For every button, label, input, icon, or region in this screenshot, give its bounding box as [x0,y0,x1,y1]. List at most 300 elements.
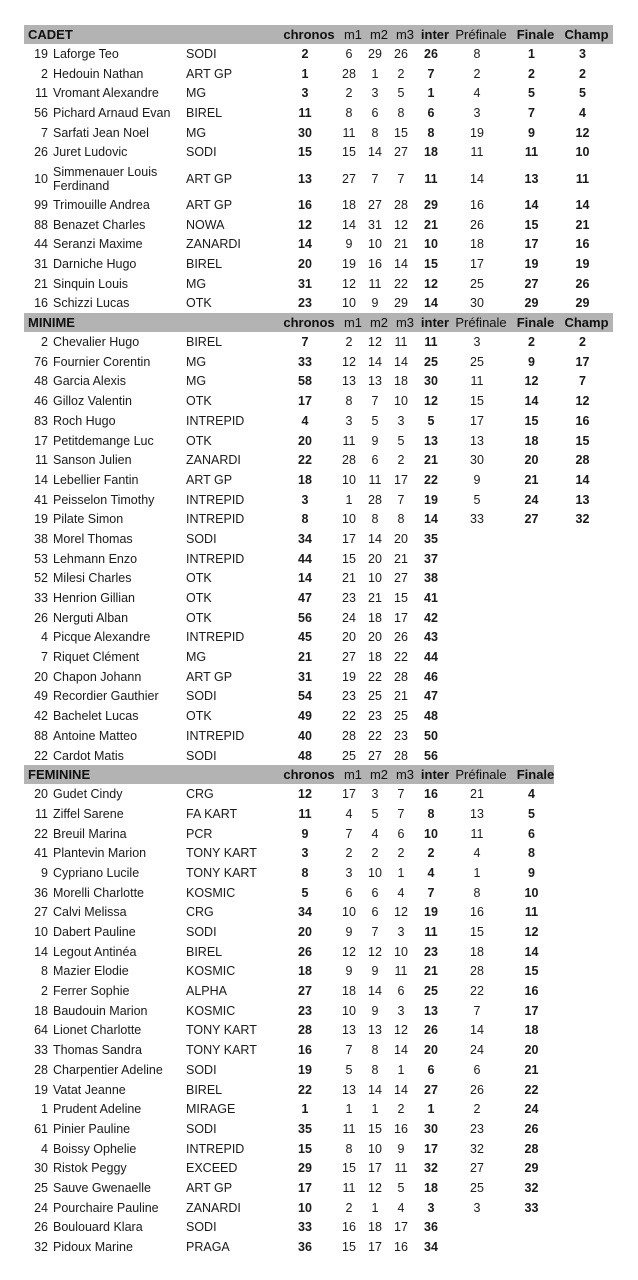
inter-cell: 2 [427,846,435,861]
inter-cell: 26 [424,1023,438,1038]
driver-name-cell: Morel Thomas [53,531,133,546]
prefinale-cell: 13 [470,433,484,448]
table-row [24,1178,613,1198]
finale-cell: 32 [524,1180,539,1195]
inter-cell: 47 [424,689,438,704]
driver-name-cell: Plantevin Marion [53,846,147,861]
m1-cell: 18 [342,984,356,999]
inter-cell: 18 [424,145,438,160]
finale-cell: 20 [524,1043,539,1058]
m3-cell: 2 [397,66,405,81]
inter-cell: 11 [424,171,438,186]
chronos-cell: 11 [298,105,312,120]
champ-cell: 28 [575,453,590,468]
m1-cell: 13 [342,1023,356,1038]
finale-cell: 15 [524,964,539,979]
m2-cell: 6 [371,885,379,900]
chronos-cell: 22 [298,1082,312,1097]
m2-cell: 12 [368,335,382,350]
kart-number-cell: 11 [35,806,48,821]
kart-number-cell: 27 [34,905,48,920]
m3-cell: 27 [394,145,408,160]
driver-name-cell: Hedouin Nathan [53,66,144,81]
m2-cell: 31 [368,217,382,232]
team-cell: INTREPID [186,512,245,527]
team-cell: OTK [186,571,212,586]
team-cell: ZANARDI [186,237,241,252]
m1-cell: 9 [345,925,353,940]
prefinale-cell: 23 [470,1121,484,1136]
team-cell: KOSMIC [186,1003,236,1018]
m2-cell: 12 [368,944,382,959]
table-row [24,942,613,962]
m1-cell: 12 [342,276,356,291]
m2-cell: 27 [368,197,382,212]
team-cell: INTREPID [186,492,245,507]
team-cell: TONY KART [186,846,257,861]
finale-cell: 20 [524,453,539,468]
kart-number-cell: 2 [41,335,48,350]
finale-cell: 27 [524,276,539,291]
chronos-cell: 14 [298,237,312,252]
driver-name-cell: Pilate Simon [53,512,124,527]
m1-cell: 8 [345,1141,353,1156]
column-header-chronos: chronos [283,767,335,783]
m1-cell: 8 [345,105,353,120]
m3-cell: 11 [394,335,408,350]
kart-number-cell: 18 [34,1003,48,1018]
driver-name-cell: Darniche Hugo [53,257,137,272]
m2-cell: 10 [368,865,382,880]
m3-cell: 6 [397,984,405,999]
prefinale-cell: 32 [470,1141,484,1156]
m1-cell: 23 [342,591,356,606]
champ-cell: 3 [579,46,586,61]
m3-cell: 21 [394,551,408,566]
driver-name-cell: Peisselon Timothy [53,492,155,507]
team-cell: ART GP [186,171,233,186]
m2-cell: 3 [371,86,379,101]
m3-cell: 14 [394,1082,408,1097]
m1-cell: 3 [345,413,353,428]
champ-cell: 15 [575,433,590,448]
driver-name-cell: Nerguti Alban [53,610,129,625]
team-cell: SODI [186,1062,217,1077]
driver-name-cell: Pichard Arnaud Evan [53,105,171,120]
chronos-cell: 17 [298,1180,312,1195]
team-cell: ART GP [186,669,233,684]
m1-cell: 2 [345,1200,353,1215]
section-title: FEMININE [28,767,91,783]
kart-number-cell: 1 [41,1102,48,1117]
prefinale-cell: 3 [473,1200,481,1215]
m3-cell: 26 [394,46,408,61]
prefinale-cell: 21 [470,787,484,802]
prefinale-cell: 18 [470,237,484,252]
prefinale-cell: 27 [470,1161,484,1176]
prefinale-cell: 17 [470,257,484,272]
chronos-cell: 3 [301,492,309,507]
m1-cell: 28 [342,728,356,743]
column-header-chronos: chronos [283,27,335,42]
m3-cell: 8 [397,105,405,120]
prefinale-cell: 19 [470,125,484,140]
finale-cell: 28 [524,1141,539,1156]
kart-number-cell: 36 [34,885,48,900]
chronos-cell: 30 [298,125,312,140]
prefinale-cell: 15 [470,925,484,940]
driver-name-cell: Breuil Marina [53,826,127,841]
m3-cell: 28 [394,197,408,212]
chronos-cell: 45 [298,630,312,645]
driver-name-cell: Morelli Charlotte [53,885,145,900]
kart-number-cell: 20 [34,787,48,802]
inter-cell: 19 [424,492,438,507]
table-row [24,549,613,569]
inter-cell: 15 [424,257,438,272]
champ-cell: 7 [579,374,586,389]
chronos-cell: 29 [298,1161,312,1176]
team-cell: SODI [186,145,217,160]
m2-cell: 23 [368,709,382,724]
chronos-cell: 14 [298,571,312,586]
inter-cell: 3 [427,1200,435,1215]
kart-number-cell: 76 [34,354,48,369]
prefinale-cell: 18 [470,944,484,959]
table-row [24,254,613,274]
m1-cell: 28 [342,453,356,468]
m2-cell: 8 [371,1043,379,1058]
m3-cell: 21 [394,689,408,704]
m3-cell: 5 [397,433,405,448]
kart-number-cell: 30 [34,1161,48,1176]
finale-cell: 9 [528,865,535,880]
team-cell: ART GP [186,197,233,212]
table-row [24,863,613,883]
kart-number-cell: 4 [41,1141,48,1156]
team-cell: SODI [186,46,217,61]
kart-number-cell: 14 [34,472,48,487]
m1-cell: 7 [345,826,353,841]
inter-cell: 1 [427,86,435,101]
m3-cell: 16 [394,1240,408,1255]
m1-cell: 1 [345,492,353,507]
driver-name-cell: Lehmann Enzo [53,551,138,566]
kart-number-cell: 22 [34,826,48,841]
table-row [24,706,613,726]
m1-cell: 10 [342,1003,356,1018]
kart-number-cell: 56 [34,105,48,120]
m1-cell: 28 [342,66,356,81]
prefinale-cell: 5 [473,492,481,507]
driver-name-cell: Trimouille Andrea [53,197,150,212]
team-cell: OTK [186,296,212,311]
driver-name-cell: Riquet Clément [53,650,140,665]
m2-cell: 18 [368,650,382,665]
prefinale-cell: 3 [473,335,481,350]
team-cell: SODI [186,925,217,940]
m1-cell: 12 [342,944,356,959]
column-header-m3: m3 [395,27,415,42]
m2-cell: 27 [368,748,382,763]
champ-cell: 26 [575,276,590,291]
finale-cell: 12 [524,374,539,389]
prefinale-cell: 11 [470,374,484,389]
m3-cell: 11 [394,964,408,979]
chronos-cell: 35 [298,1121,312,1136]
kart-number-cell: 20 [34,669,48,684]
inter-cell: 36 [424,1220,438,1235]
chronos-cell: 20 [298,925,312,940]
column-header-inter: inter [420,27,450,42]
m1-cell: 17 [342,531,356,546]
prefinale-cell: 7 [473,1003,481,1018]
column-header-finale: Finale [516,767,555,783]
finale-cell: 15 [524,217,539,232]
inter-cell: 5 [427,413,435,428]
column-header-prefinale: Préfinale [455,767,507,783]
results-sheet [24,25,613,1257]
team-cell: BIREL [186,257,223,272]
chronos-cell: 27 [298,984,312,999]
chronos-cell: 48 [298,748,312,763]
m2-cell: 8 [371,125,379,140]
prefinale-cell: 30 [470,453,484,468]
team-cell: TONY KART [186,1023,257,1038]
m1-cell: 21 [342,571,356,586]
driver-name-cell: Boulouard Klara [53,1220,143,1235]
inter-cell: 23 [424,944,438,959]
kart-number-cell: 17 [34,433,48,448]
driver-name-cell: Juret Ludovic [53,145,128,160]
team-cell: OTK [186,394,212,409]
kart-number-cell: 10 [34,925,48,940]
m1-cell: 10 [342,905,356,920]
inter-cell: 7 [427,66,435,81]
kart-number-cell: 26 [34,145,48,160]
driver-name-cell: Legout Antinéa [53,944,137,959]
finale-cell: 9 [528,354,535,369]
m2-cell: 9 [371,1003,379,1018]
m1-cell: 10 [342,296,356,311]
chronos-cell: 23 [298,296,312,311]
table-row [24,123,613,143]
finale-cell: 9 [528,125,535,140]
table-row [24,1198,613,1218]
champ-cell: 32 [575,512,590,527]
kart-number-cell: 53 [34,551,48,566]
inter-cell: 35 [424,531,438,546]
kart-number-cell: 22 [34,748,48,763]
kart-number-cell: 24 [34,1200,48,1215]
finale-cell: 29 [524,1161,539,1176]
team-cell: MG [186,125,207,140]
team-cell: PRAGA [186,1240,230,1255]
finale-cell: 16 [524,984,539,999]
prefinale-cell: 11 [470,826,484,841]
m2-cell: 13 [368,374,382,389]
driver-name-cell: Laforge Teo [53,46,119,61]
prefinale-cell: 8 [473,46,481,61]
chronos-cell: 20 [298,257,312,272]
m3-cell: 25 [394,709,408,724]
inter-cell: 21 [424,217,438,232]
prefinale-cell: 2 [473,66,481,81]
kart-number-cell: 99 [34,197,48,212]
driver-name-cell: Sauve Gwenaelle [53,1180,151,1195]
column-header-inter: inter [420,315,450,331]
team-cell: EXCEED [186,1161,238,1176]
m3-cell: 2 [397,1102,405,1117]
team-cell: ALPHA [186,984,227,999]
driver-name-cell: Antoine Matteo [53,728,138,743]
m1-cell: 15 [342,551,356,566]
finale-cell: 10 [524,885,539,900]
chronos-cell: 11 [298,806,312,821]
m1-cell: 24 [342,610,356,625]
m1-cell: 19 [342,669,356,684]
inter-cell: 20 [424,1043,438,1058]
m1-cell: 11 [342,433,356,448]
inter-cell: 32 [424,1161,438,1176]
m1-cell: 15 [342,1240,356,1255]
chronos-cell: 54 [298,689,312,704]
table-row [24,83,613,103]
m3-cell: 18 [394,374,408,389]
team-cell: OTK [186,709,212,724]
chronos-cell: 16 [298,1043,312,1058]
finale-cell: 11 [524,145,539,160]
m3-cell: 7 [397,787,405,802]
m3-cell: 2 [397,453,405,468]
inter-cell: 38 [424,571,438,586]
m2-cell: 14 [368,1082,382,1097]
prefinale-cell: 15 [470,394,484,409]
inter-cell: 13 [424,1003,438,1018]
m3-cell: 12 [394,905,408,920]
driver-name-cell: Cardot Matis [53,748,124,763]
kart-number-cell: 83 [34,413,48,428]
driver-name-cell: Seranzi Maxime [53,237,143,252]
finale-cell: 17 [524,1003,539,1018]
inter-cell: 21 [424,964,438,979]
m2-cell: 14 [368,984,382,999]
m2-cell: 9 [371,964,379,979]
prefinale-cell: 25 [470,354,484,369]
driver-name-cell: Chapon Johann [53,669,142,684]
table-row [24,588,613,608]
table-row [24,450,613,470]
inter-cell: 10 [424,826,438,841]
table-row [24,274,613,294]
inter-cell: 8 [427,125,435,140]
finale-cell: 6 [528,826,535,841]
team-cell: OTK [186,610,212,625]
column-header-chronos: chronos [283,315,335,331]
inter-cell: 8 [427,806,435,821]
m3-cell: 10 [394,944,408,959]
inter-cell: 13 [424,433,438,448]
table-row [24,1218,613,1238]
prefinale-cell: 16 [470,197,484,212]
m1-cell: 2 [345,86,353,101]
m1-cell: 15 [342,145,356,160]
kart-number-cell: 7 [41,650,48,665]
m1-cell: 13 [342,1082,356,1097]
m3-cell: 3 [397,925,405,940]
m2-cell: 7 [371,925,379,940]
m3-cell: 3 [397,1003,405,1018]
finale-cell: 5 [528,806,535,821]
driver-name-cell: Baudouin Marion [53,1003,148,1018]
table-row [24,215,613,235]
m2-cell: 18 [368,1220,382,1235]
driver-name-cell: Dabert Pauline [53,925,136,940]
inter-cell: 42 [424,610,438,625]
champ-cell: 16 [575,237,590,252]
chronos-cell: 8 [301,865,309,880]
m3-cell: 5 [397,86,405,101]
inter-cell: 25 [424,984,438,999]
m1-cell: 23 [342,689,356,704]
driver-name-cell: Gilloz Valentin [53,394,132,409]
m3-cell: 12 [394,1023,408,1038]
champ-cell: 14 [575,197,590,212]
driver-name-cell: Mazier Elodie [53,964,129,979]
column-header-m1: m1 [343,767,363,783]
section-header-feminine [24,765,554,784]
team-cell: TONY KART [186,1043,257,1058]
m2-cell: 9 [371,296,379,311]
prefinale-cell: 22 [470,984,484,999]
m1-cell: 9 [345,964,353,979]
driver-name-cell: Henrion Gillian [53,591,135,606]
prefinale-cell: 25 [470,1180,484,1195]
m2-cell: 7 [371,171,379,186]
driver-name-cell: Chevalier Hugo [53,335,140,350]
m1-cell: 6 [345,885,353,900]
prefinale-cell: 3 [473,105,481,120]
finale-cell: 24 [524,492,539,507]
chronos-cell: 5 [301,885,309,900]
prefinale-cell: 24 [470,1043,484,1058]
chronos-cell: 33 [298,1220,312,1235]
section-header-cadet [24,25,613,44]
finale-cell: 7 [528,105,535,120]
inter-cell: 12 [424,276,438,291]
kart-number-cell: 38 [34,531,48,546]
team-cell: PCR [186,826,213,841]
table-row [24,195,613,215]
m2-cell: 10 [368,1141,382,1156]
inter-cell: 27 [424,1082,438,1097]
driver-name-cell: Petitdemange Luc [53,433,154,448]
m2-cell: 9 [371,433,379,448]
inter-cell: 11 [424,925,438,940]
chronos-cell: 3 [301,846,309,861]
team-cell: MG [186,374,207,389]
m1-cell: 16 [342,1220,356,1235]
table-row [24,883,613,903]
chronos-cell: 56 [298,610,312,625]
m3-cell: 20 [394,531,408,546]
m3-cell: 15 [394,591,408,606]
m1-cell: 27 [342,650,356,665]
m2-cell: 17 [368,1240,382,1255]
chronos-cell: 3 [301,86,309,101]
table-row [24,784,613,804]
driver-name-cell: Benazet Charles [53,217,146,232]
